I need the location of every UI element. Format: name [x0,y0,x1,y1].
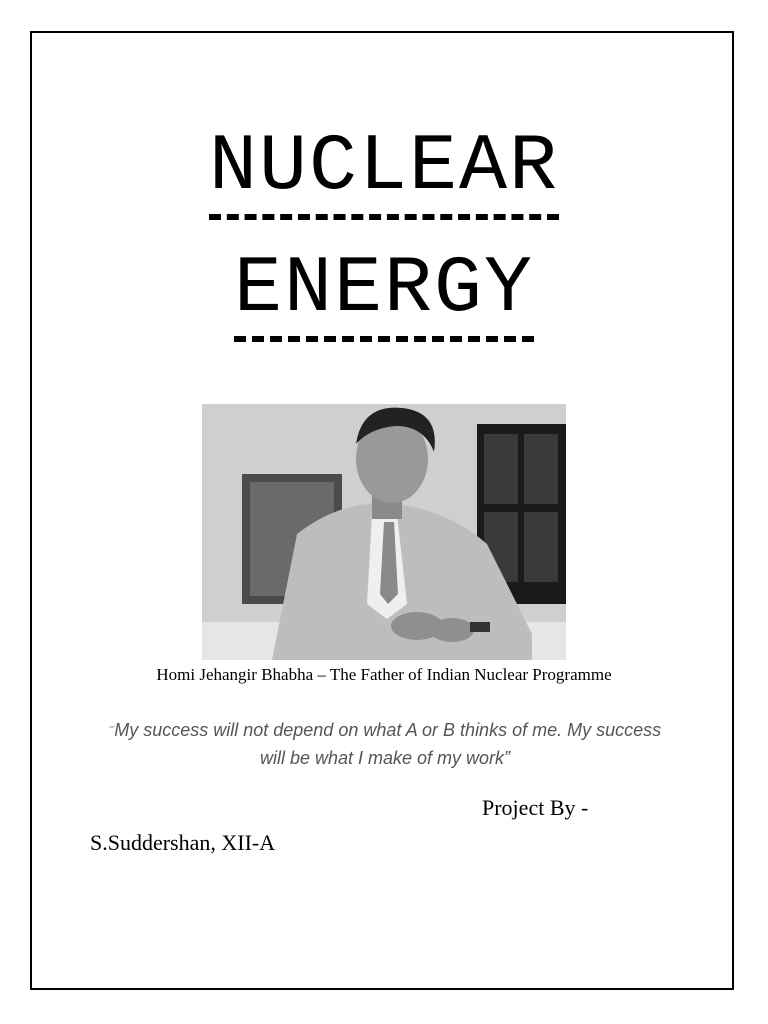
author-name: S.Suddershan, XII-A [90,830,276,855]
title-word-nuclear: NUCLEAR [209,128,559,220]
title-line-2 [0,244,768,342]
title-word-energy: ENERGY [234,250,534,342]
portrait-illustration [202,404,566,660]
photo-caption: Homi Jehangir Bhabha – The Father of Indian Nuclear Programme [156,665,612,684]
quote [100,716,670,772]
portrait-photo [202,404,566,660]
title-line-1 [0,122,768,220]
project-by-label: Project By - [482,795,589,820]
quote-open-mark: “” [108,725,115,734]
quote-text: My success will not depend on what A or B thinks of me. My success will be what I make of my work” [114,720,662,768]
